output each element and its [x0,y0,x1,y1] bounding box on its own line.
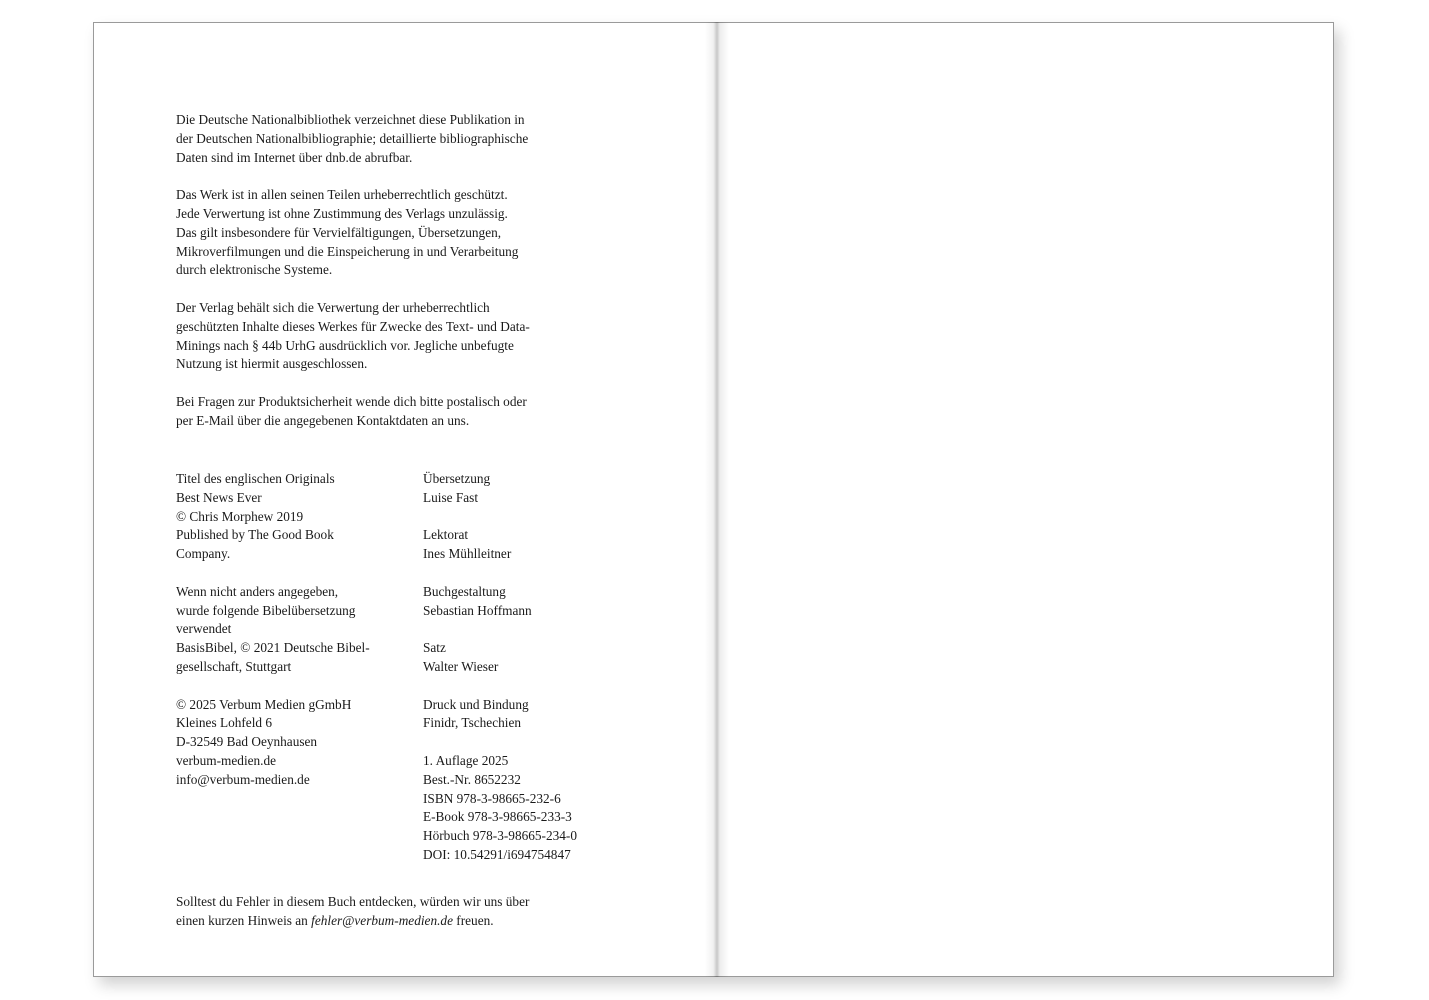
editing-credit: Lektorat Ines Mühlleitner [423,527,512,562]
errata-note: Solltest du Fehler in diesem Buch entdecken, würden wir uns über einen kurzen Hinweis an fehler@verbum-medien.de freuen. [176,894,530,928]
bible-translation-block: Wenn nicht anders angegeben, wurde folgende Bibelübersetzung verwendet BasisBibel, © 2021 Deutsche Bibel- gesellschaft, Stuttgart [176,583,370,674]
credits-right-column [423,470,577,884]
credits-left-column [176,470,370,808]
edition-isbn-block: 1. Auflage 2025 Best.-Nr. 8652232 ISBN 978-3-98665-232-6 E-Book 978-3-98665-233-3 Hörbuch 978-3-98665-234-0 DOI: 10.54291/i694754847 [423,752,577,862]
design-credit: Buchgestaltung Sebastian Hoffmann [423,583,532,618]
legal-paragraph-safety: Bei Fragen zur Produktsicherheit wende dich bitte postalisch oder per E-Mail über die angegebenen Kontaktdaten an uns. [176,393,527,428]
right-page [715,22,1334,977]
legal-paragraph-dnb: Die Deutsche Nationalbibliothek verzeichnet diese Publikation in der Deutschen Nationalbibliographie; detaillierte bibliographische Daten sind im Internet über dnb.de abrufbar. [176,112,529,165]
original-title-block: Titel des englischen Originals Best News Ever © Chris Morphew 2019 Published by The Good Book Company. [176,471,335,562]
errata-email: fehler@verbum-medien.de [311,912,453,928]
publisher-address-block: © 2025 Verbum Medien gGmbH Kleines Lohfeld 6 D-32549 Bad Oeynhausen verbum-medien.de info@verbum-medien.de [176,696,352,787]
legal-paragraph-tdm: Der Verlag behält sich die Verwertung der urheberrechtlich geschützten Inhalte dieses Werkes für Zwecke des Text- und Data- Minings nach § 44b UrhG ausdrücklich vor. Jegliche unbefugte Nutzung ist hiermit ausgeschlossen. [176,299,530,372]
printing-credit: Druck und Bindung Finidr, Tschechien [423,696,529,731]
typesetting-credit: Satz Walter Wieser [423,640,499,674]
legal-text [176,111,530,449]
legal-paragraph-copyright: Das Werk ist in allen seinen Teilen urheberrechtlich geschützt. Jede Verwertung ist ohne Zustimmung des Verlags unzulässig. Das gilt insbesondere für Vervielfältigungen, Übersetzungen, Mikroverfilmungen und die Einspeicherung in und Verarbeitung durch elektronische Systeme. [176,187,519,278]
translation-credit: Übersetzung Luise Fast [423,471,491,505]
